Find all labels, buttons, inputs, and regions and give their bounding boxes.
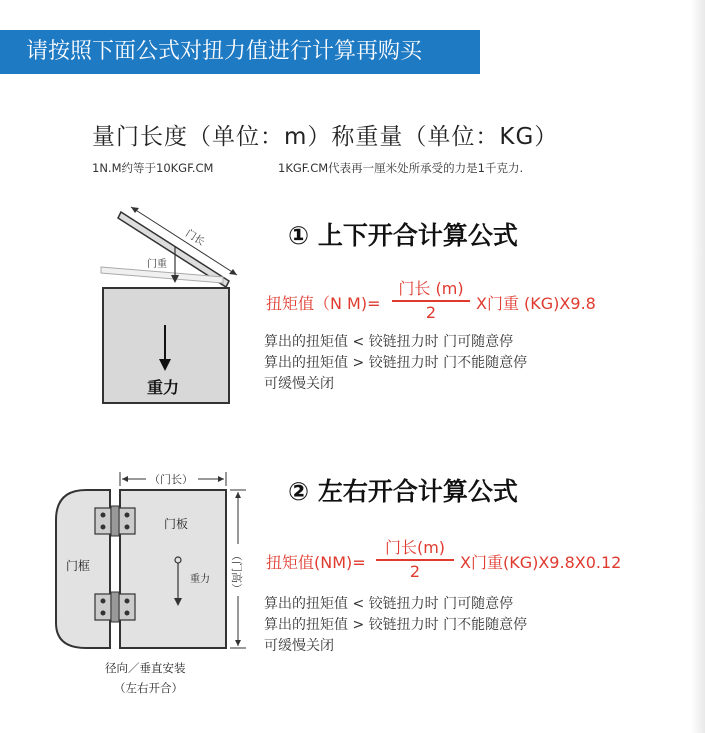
lower-hinge	[95, 592, 135, 622]
definition-note: 1KGF.CM代表再一厘米处所承受的力是1千克力.	[278, 161, 524, 175]
page-edge-shadow	[691, 0, 705, 733]
formula2-denominator: 2	[409, 562, 421, 581]
door-frame-label: 门框	[66, 559, 91, 573]
formula1-numerator: 门长 (m)	[398, 279, 464, 298]
install-caption-sub: （左右开合）	[114, 681, 183, 695]
lid-length-label: 门长	[183, 228, 207, 249]
unit-headline: 量门长度（单位：m）称重量（单位：KG）	[92, 124, 559, 150]
rule-line: 算出的扭矩值 > 铰链扭力时 门不能随意停	[264, 355, 528, 371]
formula1-prefix: 扭矩值（N M)=	[266, 294, 381, 313]
door-panel-label: 门板	[164, 517, 189, 531]
rule-line: 算出的扭矩值 < 铰链扭力时 门可随意停	[264, 596, 514, 612]
swing-door-diagram	[50, 468, 250, 703]
rule-line: 可缓慢关闭	[264, 638, 334, 654]
upper-hinge	[95, 506, 135, 536]
formula2-fraction-bar	[376, 559, 454, 561]
formula2-numerator: 门长(m)	[384, 538, 446, 557]
instruction-banner: 请按照下面公式对扭力值进行计算再购买	[0, 30, 480, 74]
section1-rules	[264, 332, 527, 395]
formula1-suffix: X门重 (KG)X9.8	[476, 294, 596, 313]
install-caption: 径向／垂直安装	[105, 661, 186, 675]
formula1-fraction-bar	[392, 300, 470, 302]
rule-line: 算出的扭矩值 < 铰链扭力时 门可随意停	[264, 334, 514, 350]
section1-title: ① 上下开合计算公式	[288, 221, 518, 250]
formula2-fraction	[376, 535, 454, 585]
rule-line: 算出的扭矩值 > 铰链扭力时 门不能随意停	[264, 617, 528, 633]
door-length-label: （门长）	[149, 473, 193, 486]
door-panel-shape	[120, 490, 226, 648]
lid-weight-label: 门重	[147, 259, 167, 270]
section2-rules	[264, 594, 527, 657]
rule-line: 可缓慢关闭	[264, 376, 334, 392]
section2-formula	[266, 535, 666, 585]
door-height-label: （门高）	[230, 550, 243, 594]
formula2-prefix: 扭矩值(NM)=	[266, 553, 366, 572]
door-gravity-label: 重力	[190, 574, 210, 585]
section2-title: ② 左右开合计算公式	[288, 477, 518, 506]
gravity-label: 重力	[147, 378, 180, 397]
formula2-suffix: X门重(KG)X9.8X0.12	[460, 553, 622, 572]
formula1-denominator: 2	[425, 303, 437, 322]
conversion-note: 1N.M约等于10KGF.CM	[92, 161, 214, 175]
formula1-fraction	[392, 276, 470, 326]
section1-formula	[266, 276, 626, 326]
flap-door-diagram	[95, 195, 245, 410]
